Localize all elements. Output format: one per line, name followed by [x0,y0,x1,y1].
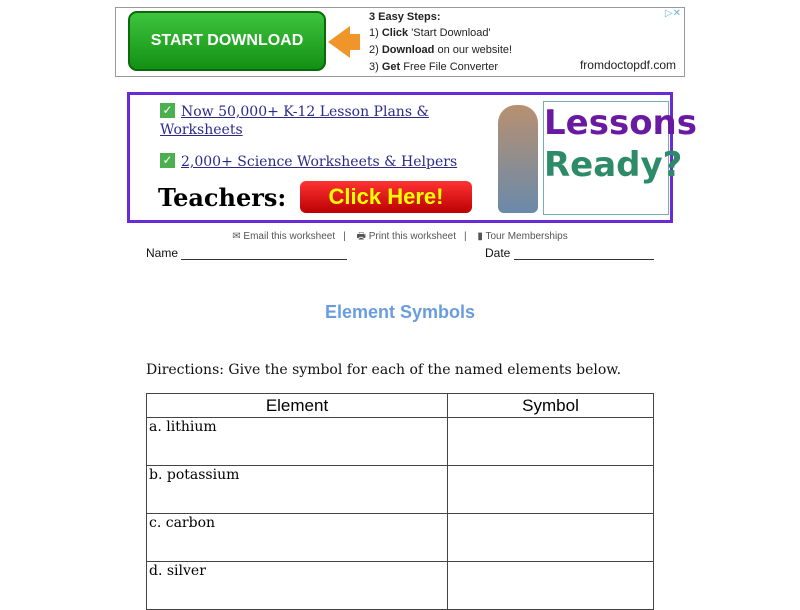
table-row [147,418,654,466]
download-ad[interactable] [115,7,685,77]
start-download-button[interactable]: START DOWNLOAD [128,11,326,71]
step-3: 3) Get Free File Converter [369,61,498,73]
header-element: Element [147,394,448,418]
date-field[interactable]: Date [485,246,654,260]
check-icon: ✓ [160,103,175,118]
table-row [147,466,654,514]
teachers-label: Teachers: [158,183,287,212]
adchoices-close-icon[interactable]: ▷✕ [664,8,681,19]
name-field[interactable]: Name [146,246,347,260]
element-cell: c. carbon [147,514,448,562]
worksheet-toolbar: ✉ Email this worksheet | 🖶 Print this worksheet | ▮ Tour Memberships [232,231,568,242]
header-symbol: Symbol [448,394,654,418]
element-cell: d. silver [147,562,448,610]
steps-title: 3 Easy Steps: [369,11,441,23]
ad-link-1[interactable]: ✓ Now 50,000+ K-12 Lesson Plans & Worksheets [160,103,429,138]
table-row [147,562,654,610]
ad-site: fromdoctopdf.com [579,58,676,72]
step-1: 1) Click 'Start Download' [369,27,491,39]
symbol-cell[interactable] [448,514,654,562]
lessons-ready-banner: Lessons Ready? [543,101,669,215]
element-cell: a. lithium [147,418,448,466]
step-2: 2) Download on our website! [369,44,513,56]
symbol-cell[interactable] [448,418,654,466]
envelope-icon: ✉ [232,231,244,242]
symbol-cell[interactable] [448,562,654,610]
element-cell: b. potassium [147,466,448,514]
element-table [146,393,654,610]
click-here-button[interactable]: Click Here! [300,181,472,213]
email-worksheet-link[interactable]: ✉ Email this worksheet [232,231,336,242]
person-image [498,105,538,213]
arrow-icon [328,26,350,58]
directions: Directions: Give the symbol for each of the named elements below. [146,362,622,378]
page-title: Element Symbols [324,302,476,322]
print-worksheet-link[interactable]: 🖶 Print this worksheet [356,231,456,242]
check-icon: ✓ [160,153,175,168]
tour-memberships-link[interactable]: ▮ Tour Memberships [477,231,568,242]
symbol-cell[interactable] [448,466,654,514]
teachers-ad[interactable] [127,92,697,223]
arrow-icon-tail [348,34,360,50]
book-icon: ▮ [477,231,486,242]
ad-link-2[interactable]: ✓ 2,000+ Science Worksheets & Helpers [160,153,457,171]
table-row [147,514,654,562]
printer-icon: 🖶 [356,231,369,242]
